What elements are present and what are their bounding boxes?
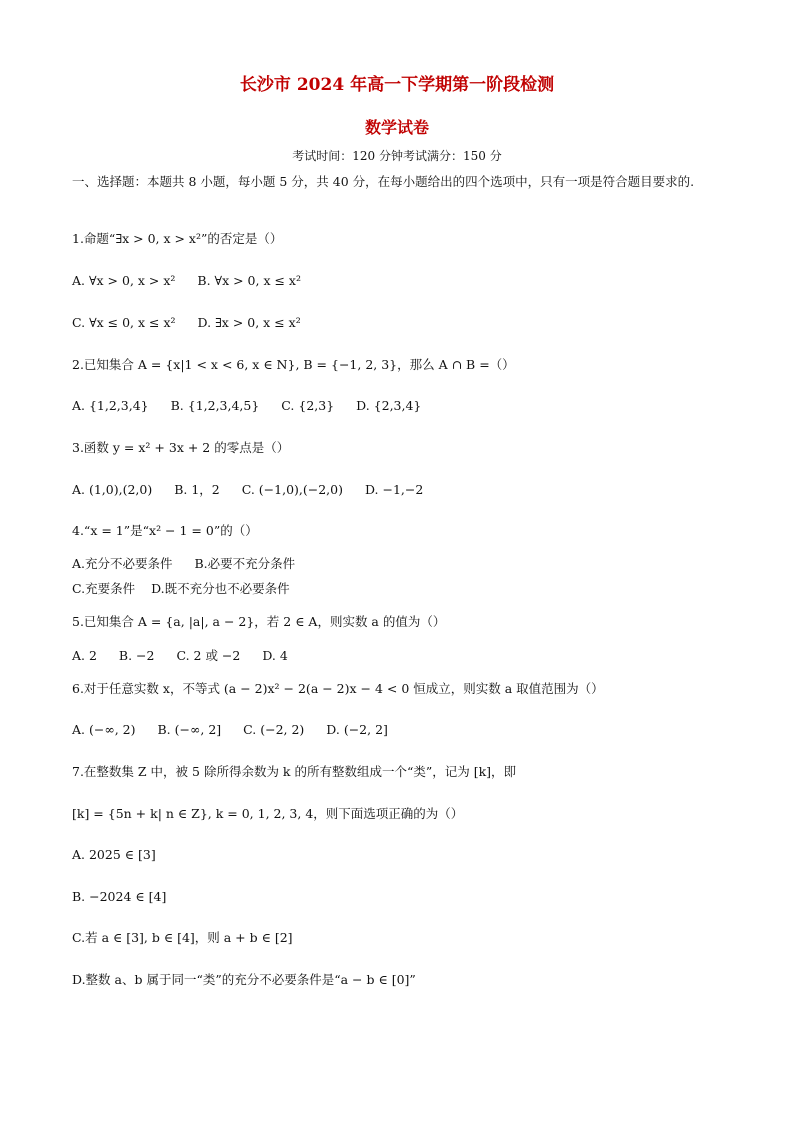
q5-option-b: B. −2 [118, 648, 155, 663]
q6-option-a: A. (−∞, 2) [72, 722, 136, 737]
q4-option-b: B.必要不充分条件 [194, 556, 296, 571]
q7-option-b: B. −2024 ∈ [4] [72, 889, 167, 904]
question-7-stem-line2: [k] = {5n + k| n ∈ Z}, k = 0, 1, 2, 3, 4，则下面选项正确的为（） [72, 806, 464, 821]
q1-option-d: D. ∃x > 0, x ≤ x² [197, 315, 301, 330]
question-5-options [72, 646, 288, 666]
question-1-options-row2 [72, 313, 301, 333]
q3-option-d: D. −1,−2 [364, 482, 424, 497]
q7-option-d: D.整数 a、b 属于同一“类”的充分不必要条件是“a − b ∈ [0]” [72, 972, 416, 987]
q5-option-c: C. 2 或 −2 [176, 648, 241, 663]
section-intro: 一、选择题：本题共 8 小题，每小题 5 分，共 40 分，在每小题给出的四个选项中，只有一项是符合题目要求的. [72, 174, 695, 189]
q1-option-a: A. ∀x > 0, x > x² [72, 273, 176, 288]
q6-option-c: C. (−2, 2) [243, 722, 305, 737]
q6-option-b: B. (−∞, 2] [157, 722, 222, 737]
q4-option-a: A.充分不必要条件 [72, 556, 173, 571]
q3-option-a: A. (1,0),(2,0) [72, 482, 153, 497]
question-1-options-row1 [72, 271, 301, 291]
question-6-options [72, 720, 388, 740]
q5-option-d: D. 4 [262, 648, 288, 663]
question-4-options-row2 [72, 579, 290, 599]
question-1-stem: 1.命题“∃x > 0, x > x²”的否定是（） [72, 231, 283, 246]
q2-option-a: A. {1,2,3,4} [72, 398, 149, 413]
q1-option-c: C. ∀x ≤ 0, x ≤ x² [72, 315, 176, 330]
exam-subtitle: 数学试卷 [364, 118, 429, 137]
q4-option-d: D.既不充分也不必要条件 [151, 581, 290, 596]
q7-option-a: A. 2025 ∈ [3] [72, 847, 156, 862]
question-3-options [72, 480, 423, 500]
question-3-stem: 3.函数 y = x² + 3x + 2 的零点是（） [72, 440, 290, 455]
q2-option-d: D. {2,3,4} [356, 398, 422, 413]
q3-option-b: B. 1，2 [174, 482, 220, 497]
q3-option-c: C. (−1,0),(−2,0) [241, 482, 343, 497]
question-5-stem: 5.已知集合 A = {a, |a|, a − 2}，若 2 ∈ A，则实数 a 的值为（） [72, 614, 446, 629]
question-7-stem-line1: 7.在整数集 Z 中，被 5 除所得余数为 k 的所有整数组成一个“类”，记为 [k]，即 [72, 764, 517, 779]
q5-option-a: A. 2 [72, 648, 97, 663]
exam-info: 考试时间：120 分钟考试满分：150 分 [292, 149, 502, 163]
q2-option-c: C. {2,3} [281, 398, 335, 413]
q4-option-c: C.充要条件 [72, 581, 136, 596]
question-6-stem: 6.对于任意实数 x，不等式 (a − 2)x² − 2(a − 2)x − 4 < 0 恒成立，则实数 a 取值范围为（） [72, 681, 604, 696]
q1-option-b: B. ∀x > 0, x ≤ x² [197, 273, 301, 288]
question-2-stem: 2.已知集合 A = {x|1 < x < 6, x ∈ N}, B = {−1, 2, 3}，那么 A ∩ B =（） [72, 357, 515, 372]
question-2-options [72, 396, 421, 416]
q7-option-c: C.若 a ∈ [3], b ∈ [4]，则 a + b ∈ [2] [72, 930, 293, 945]
question-4-options-row1 [72, 554, 295, 574]
exam-title: 长沙市 2024 年高一下学期第一阶段检测 [239, 75, 555, 95]
q6-option-d: D. (−2, 2] [326, 722, 388, 737]
q2-option-b: B. {1,2,3,4,5} [170, 398, 260, 413]
question-4-stem: 4.“x = 1”是“x² − 1 = 0”的（） [72, 523, 258, 538]
